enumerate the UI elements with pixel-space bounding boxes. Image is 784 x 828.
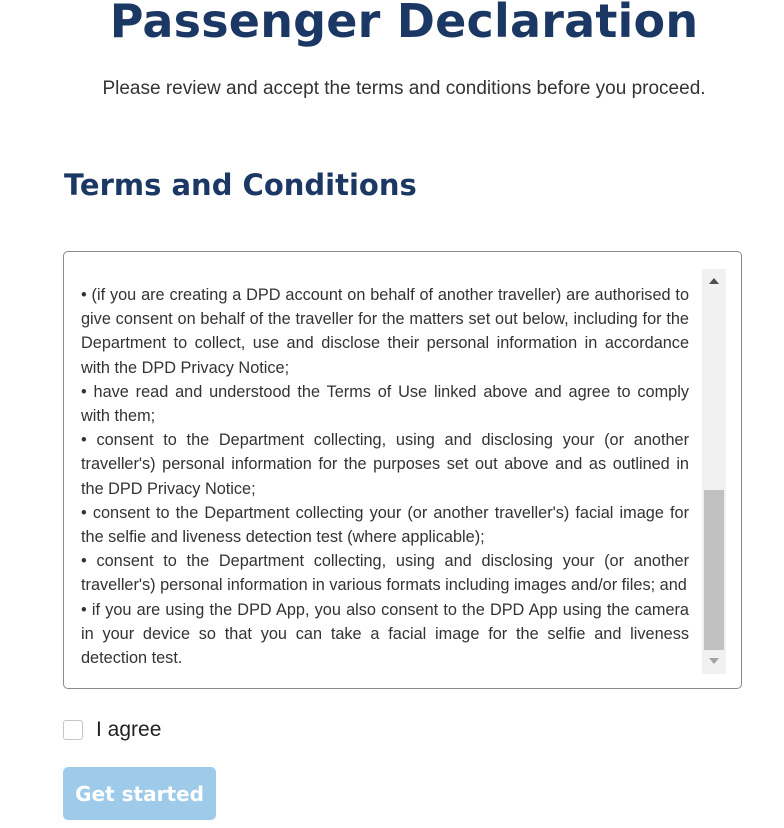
vertical-scrollbar[interactable] [702, 269, 726, 674]
scroll-down-arrow-icon[interactable] [709, 658, 719, 664]
scroll-thumb[interactable] [704, 490, 724, 650]
terms-item: • consent to the Department collecting your (or another traveller's) facial image for the selfie and liveness detection test (where applicable); [81, 503, 689, 547]
agree-checkbox[interactable] [63, 720, 83, 740]
terms-text [81, 283, 689, 670]
scroll-up-arrow-icon[interactable] [709, 278, 719, 284]
page-subtitle: Please review and accept the terms and conditions before you proceed. [102, 78, 706, 99]
agree-row[interactable] [63, 717, 161, 743]
terms-item: • if you are using the DPD App, you also consent to the DPD App using the camera in your device so that you can take a facial image for the selfie and liveness detection test. [81, 600, 689, 668]
page-title: Passenger Declaration [109, 0, 699, 48]
terms-item: • consent to the Department collecting, using and disclosing your (or another traveller's) personal information for the purposes set out above and as outlined in the DPD Privacy Notice; [81, 431, 689, 498]
agree-label: I agree [96, 718, 162, 741]
terms-item: • have read and understood the Terms of Use linked above and agree to comply with them; [81, 382, 689, 426]
terms-item: • (if you are creating a DPD account on behalf of another traveller) are authorised to give consent on behalf of the traveller for the matters set out below, including for the Department to collect, use and disclose their personal information in accordance with the DPD Privacy Notice; [81, 286, 689, 377]
terms-heading: Terms and Conditions [64, 168, 417, 202]
terms-item: • consent to the Department collecting, using and disclosing your (or another traveller's) personal information in various formats including images and/or files; and [81, 552, 689, 595]
terms-scroll-box[interactable] [63, 251, 742, 689]
get-started-button[interactable]: Get started [63, 767, 216, 820]
